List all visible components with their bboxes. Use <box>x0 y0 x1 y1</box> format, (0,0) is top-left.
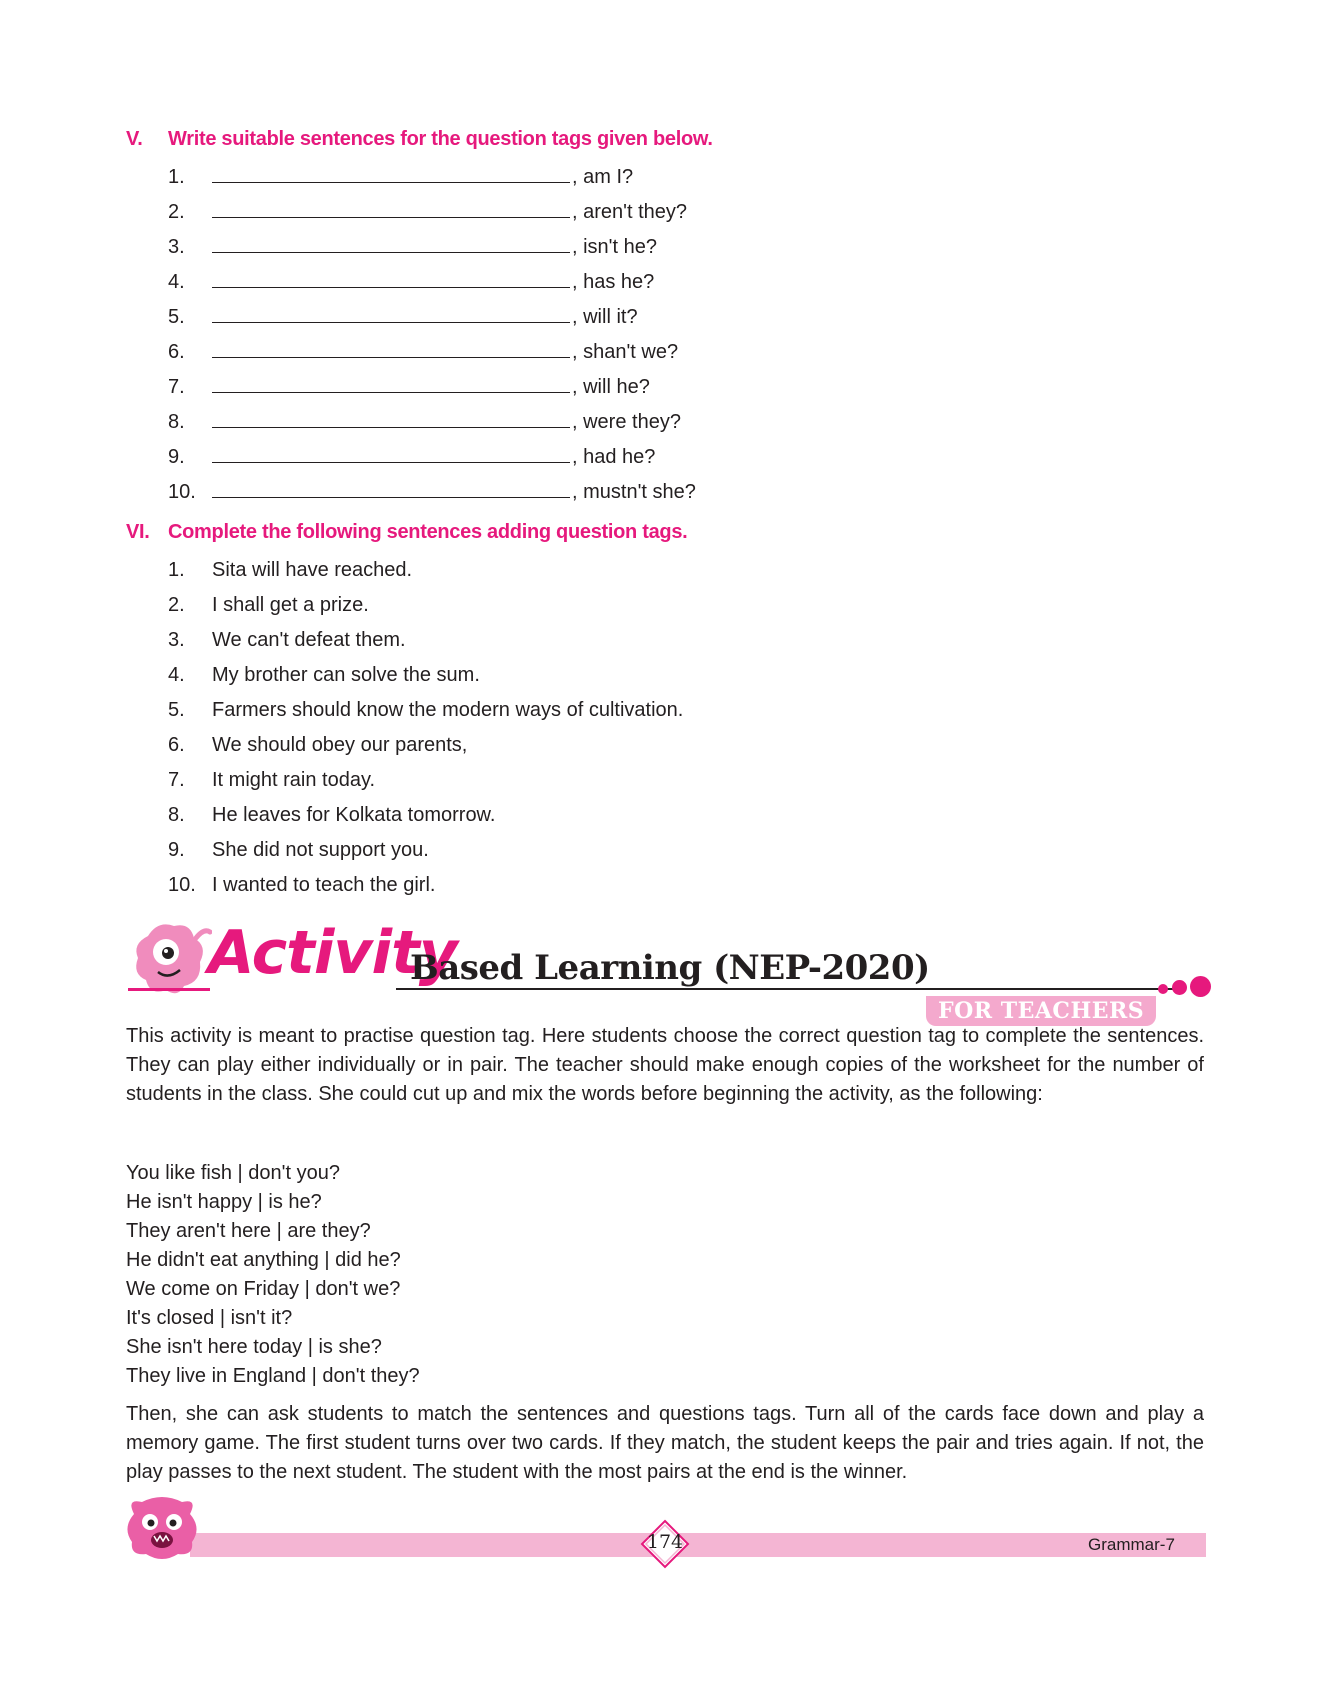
example-list <box>126 1159 420 1391</box>
list-item: 6. , shan't we? <box>168 335 696 370</box>
answer-blank <box>212 265 570 288</box>
section-v-list <box>168 160 696 510</box>
list-item: 5. , will it? <box>168 300 696 335</box>
monster-mascot-icon <box>130 918 212 998</box>
list-item: You like fish | don't you? <box>126 1162 340 1184</box>
list-item: 8. He leaves for Kolkata tomorrow. <box>168 804 496 826</box>
monster-footer-icon <box>122 1494 202 1562</box>
decor-dot-icon <box>1158 984 1168 994</box>
list-item: 9. She did not support you. <box>168 839 429 861</box>
heading-rule-black <box>396 988 1176 990</box>
decor-dot-icon <box>1190 976 1211 997</box>
list-item: 8. , were they? <box>168 405 696 440</box>
section-vi-list <box>168 553 683 903</box>
activity-outro: Then, she can ask students to match the sentences and questions tags. Turn all of the cards face down and play a memory game. The first student turns over two cards. If they match, the student keeps the pair and tries again. If not, the play passes to the next student. The student with the most pairs at the end is the winner. <box>126 1403 1204 1483</box>
list-item: 1. Sita will have reached. <box>168 559 413 581</box>
book-title: Grammar-7 <box>1088 1535 1175 1554</box>
decor-dot-icon <box>1172 980 1187 995</box>
section-v-heading <box>126 128 713 151</box>
activity-subtitle: Based Learning (NEP-2020) <box>410 948 930 988</box>
answer-blank <box>212 300 570 323</box>
section-v-number: V. <box>126 128 143 150</box>
list-item: They aren't here | are they? <box>126 1220 371 1242</box>
section-vi-number: VI. <box>126 521 150 543</box>
answer-blank <box>212 370 570 393</box>
list-item: 10. , mustn't she? <box>168 475 696 510</box>
list-item: 7. , will he? <box>168 370 696 405</box>
list-item: 7. It might rain today. <box>168 769 376 791</box>
list-item: 2. , aren't they? <box>168 195 696 230</box>
list-item: He isn't happy | is he? <box>126 1191 322 1213</box>
list-item: They live in England | don't they? <box>126 1365 420 1387</box>
answer-blank <box>212 405 570 428</box>
list-item: We come on Friday | don't we? <box>126 1278 401 1300</box>
footer-bar <box>190 1533 1206 1557</box>
activity-heading <box>118 918 1208 1024</box>
for-teachers-badge: FOR TEACHERS <box>926 996 1156 1026</box>
answer-blank <box>212 195 570 218</box>
activity-intro: This activity is meant to practise question tag. Here students choose the correct question tag to complete the sentences. They can play either individually or in pair. The teacher should make enough copies of the worksheet for the number of students in the class. She could cut up and mix the words before beginning the activity, as the following: <box>126 1025 1204 1105</box>
page-number <box>640 1519 690 1569</box>
list-item: She isn't here today | is she? <box>126 1336 382 1358</box>
section-v-title: Write suitable sentences for the question tags given below. <box>168 128 713 150</box>
heading-rule-pink <box>128 988 210 991</box>
list-item: 1. , am I? <box>168 160 696 195</box>
answer-blank <box>212 475 570 498</box>
list-item: It's closed | isn't it? <box>126 1307 293 1329</box>
list-item: 10. I wanted to teach the girl. <box>168 874 436 896</box>
list-item: 6. We should obey our parents, <box>168 734 468 756</box>
list-item: He didn't eat anything | did he? <box>126 1249 401 1271</box>
activity-word: Activity <box>208 918 457 988</box>
answer-blank <box>212 335 570 358</box>
list-item: 9. , had he? <box>168 440 696 475</box>
page-number-text: 174 <box>646 1531 684 1553</box>
list-item: 2. I shall get a prize. <box>168 594 369 616</box>
list-item: 4. My brother can solve the sum. <box>168 664 480 686</box>
section-vi-title: Complete the following sentences adding question tags. <box>168 521 688 543</box>
answer-blank <box>212 440 570 463</box>
answer-blank <box>212 160 570 183</box>
section-vi-heading <box>126 521 687 544</box>
answer-blank <box>212 230 570 253</box>
list-item: 5. Farmers should know the modern ways of cultivation. <box>168 699 684 721</box>
list-item: 4. , has he? <box>168 265 696 300</box>
list-item: 3. , isn't he? <box>168 230 696 265</box>
list-item: 3. We can't defeat them. <box>168 629 406 651</box>
